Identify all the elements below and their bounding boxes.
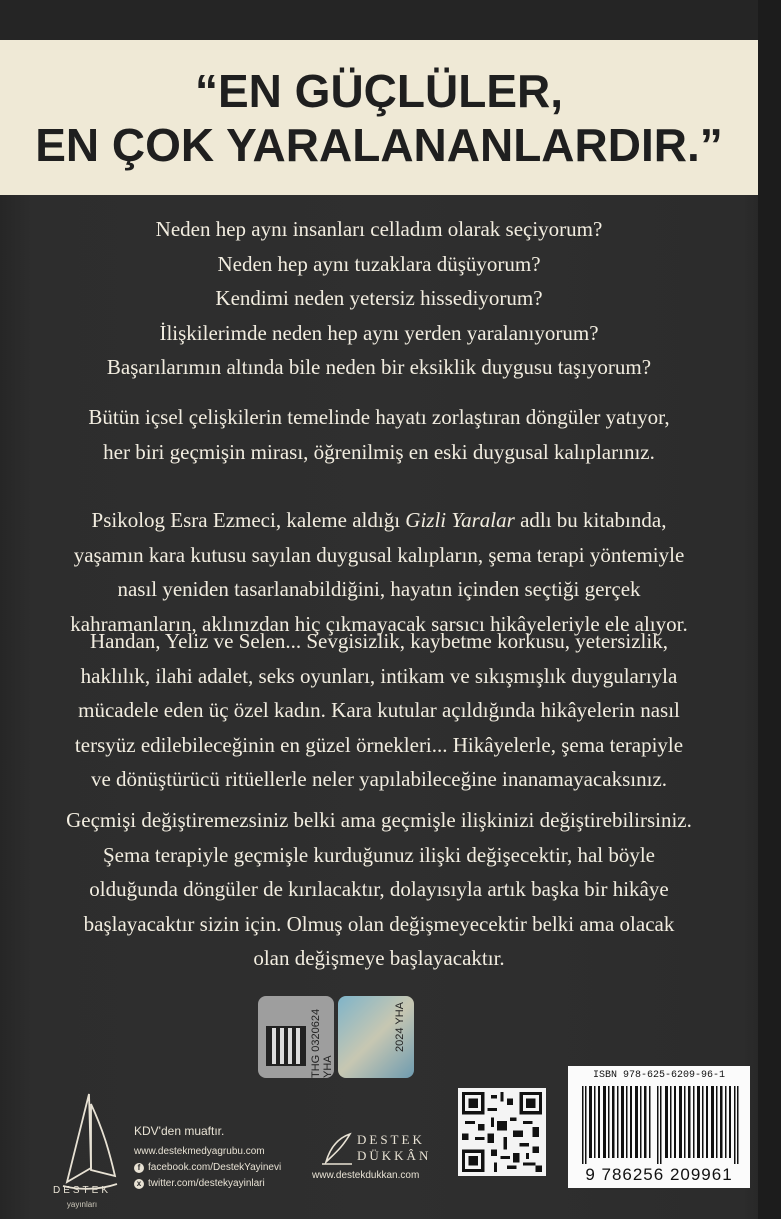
top-edge [0, 0, 781, 40]
text-line: mücadele eden üç özel kadın. Kara kutular açıldığında hikâyelerin nasıl [78, 698, 680, 722]
text-line: ve dönüştürücü ritüellerle neler yapılabileceğine inanamayacaksınız. [90, 767, 668, 791]
twitter-icon: x [134, 1179, 144, 1189]
sticker-code: THG 0320624 YHA [310, 1008, 334, 1078]
destek-sailboat-logo-icon [55, 1090, 125, 1200]
characters-paragraph [0, 624, 758, 797]
publisher-logo-name: DESTEK [52, 1185, 111, 1196]
text-line: Geçmişi değiştiremezsiniz belki ama geçmişle ilişkinizi değiştirebilirsiniz. [66, 808, 692, 832]
text-line: nasıl yeniden tasarlanabildiğini, hayatın içinden seçtiği gerçek [117, 577, 641, 601]
hologram-sticker [338, 996, 414, 1078]
text-fragment: Psikolog Esra Ezmeci, kaleme aldığı [91, 508, 406, 532]
text-line: yaşamın kara kutusu sayılan duygusal kalıpların, şema terapi yöntemiyle [73, 542, 685, 567]
website-text: www.destekmedyagrubu.com [134, 1146, 265, 1157]
questions-paragraph [0, 212, 758, 385]
barcode-bars-icon [580, 1086, 740, 1164]
sticker-code: 2024 YHA [394, 1002, 406, 1052]
dukkan-name-line-1: DESTEK [357, 1132, 425, 1147]
isbn-barcode [568, 1066, 750, 1188]
text-line: Şema terapiyle geçmişle kurduğunuz ilişki değişecektir, hal böyle [103, 842, 655, 867]
quote-line-2: EN ÇOK YARALANANLARDIR.” [35, 118, 723, 171]
publisher-info [134, 1124, 281, 1192]
text-line: tersyüz edilebileceğinin en güzel örnekleri... Hikâyelerle, şema terapiyle [74, 732, 684, 757]
question-line: Kendimi neden yetersiz hissediyorum? [215, 286, 543, 310]
tax-exempt-note: KDV'den muaftır. [134, 1124, 225, 1138]
text-line: Bütün içsel çelişkilerin temelinde hayatı zorlaştıran döngüler yatıyor, [88, 405, 670, 429]
text-line: başlayacaktır sizin için. Olmuş olan değişmeyecektir belki ama olacak [83, 911, 675, 936]
quote-banner [0, 40, 758, 195]
qr-code-icon [458, 1088, 546, 1176]
isbn-number: ISBN 978-625-6209-96-1 [592, 1070, 726, 1081]
banderol-sticker [258, 996, 334, 1078]
text-line [0, 503, 758, 538]
ean-number: 9 786256 209961 [585, 1165, 733, 1184]
website-row [134, 1144, 281, 1160]
twitter-text: twitter.com/destekyayinlari [148, 1178, 265, 1189]
cycles-paragraph [0, 400, 758, 469]
text-line: her biri geçmişin mirası, öğrenilmiş en eski duygusal kalıplarınız. [103, 439, 655, 464]
question-line: Neden hep aynı insanları celladım olarak seçiyorum? [155, 217, 603, 241]
publisher-logo-sub: yayınları [66, 1200, 98, 1209]
facebook-row [134, 1160, 281, 1176]
text-line: Handan, Yeliz ve Selen... Sevgisizlik, kaybetme korkusu, yetersizlik, [90, 629, 668, 653]
book-title: Gizli Yaralar [405, 508, 515, 532]
dukkan-name-line-2: DÜKKÂN [357, 1148, 432, 1163]
question-line: İlişkilerimde neden hep aynı yerden yaralanıyorum? [159, 320, 599, 345]
question-line: Neden hep aynı tuzaklara düşüyorum? [217, 251, 541, 276]
facebook-icon: f [134, 1163, 144, 1173]
text-fragment: adlı bu kitabında, [514, 508, 667, 532]
twitter-row [134, 1176, 281, 1192]
spine-edge [758, 0, 781, 1219]
quill-icon [320, 1132, 354, 1166]
dukkan-url: www.destekdukkan.com [312, 1170, 420, 1181]
closing-paragraph [0, 803, 758, 976]
facebook-text: facebook.com/DestekYayinevi [148, 1162, 282, 1173]
text-line: kahramanların, aklınızdan hiç çıkmayacak sarsıcı hikâyeleriyle ele alıyor. [70, 611, 688, 636]
question-line: Başarılarımın altında bile neden bir eksiklik duygusu taşıyorum? [106, 355, 652, 379]
text-line: olduğunda döngüler de kırılacaktır, dolayısıyla artık başka bir hikâye [89, 877, 669, 901]
hologram-stickers [258, 996, 414, 1078]
destek-dukkan-logo [312, 1132, 432, 1181]
text-line: olan değişmeye başlayacaktır. [253, 946, 505, 970]
author-paragraph [0, 503, 758, 641]
text-line: haklılık, ilahi adalet, seks oyunları, intikam ve sıkışmışlık duygularıyla [80, 663, 678, 688]
quote-line-1: “EN GÜÇLÜLER, [195, 64, 563, 117]
qr-code-graphic [462, 1092, 542, 1172]
sticker-qr-icon [266, 1026, 306, 1066]
